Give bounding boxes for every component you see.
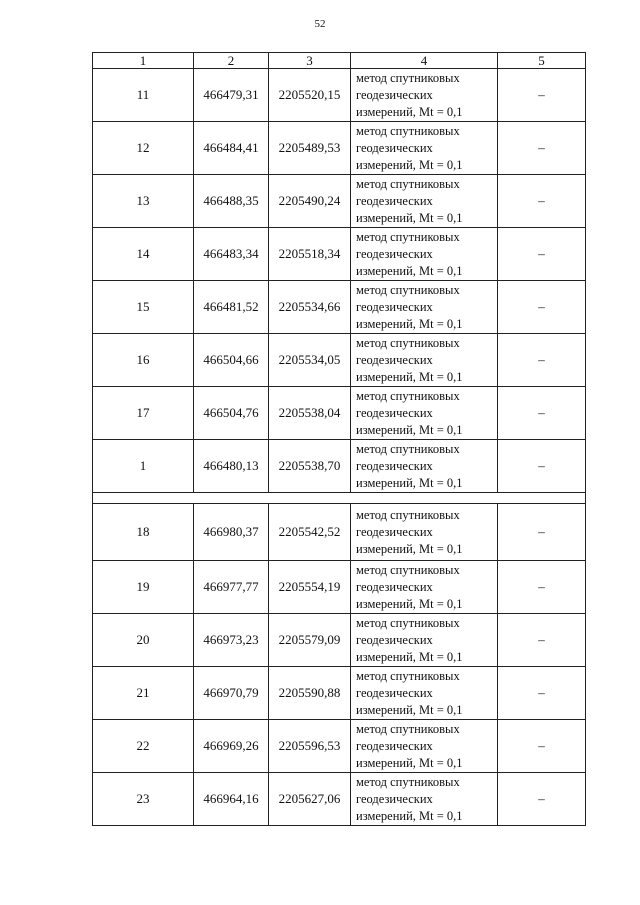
table-row bbox=[93, 614, 586, 667]
method-line: геодезических bbox=[356, 140, 433, 155]
method-line: измерений, Mt = 0,1 bbox=[356, 541, 463, 556]
note-cell: – bbox=[498, 504, 586, 561]
method-line: измерений, Mt = 0,1 bbox=[356, 475, 463, 490]
method-line: измерений, Mt = 0,1 bbox=[356, 649, 463, 664]
method-cell bbox=[351, 387, 498, 440]
x-coordinate-cell: 466969,26 bbox=[194, 720, 269, 773]
table-row bbox=[93, 175, 586, 228]
x-coordinate-cell: 466973,23 bbox=[194, 614, 269, 667]
table-row bbox=[93, 440, 586, 493]
method-line: геодезических bbox=[356, 87, 433, 102]
method-cell bbox=[351, 281, 498, 334]
method-line: метод спутниковых bbox=[356, 229, 460, 244]
method-line: измерений, Mt = 0,1 bbox=[356, 808, 463, 823]
method-line: измерений, Mt = 0,1 bbox=[356, 596, 463, 611]
point-number-cell: 21 bbox=[93, 667, 194, 720]
y-coordinate-cell: 2205489,53 bbox=[269, 122, 351, 175]
method-cell bbox=[351, 614, 498, 667]
y-coordinate-cell: 2205538,04 bbox=[269, 387, 351, 440]
method-cell bbox=[351, 504, 498, 561]
method-line: метод спутниковых bbox=[356, 562, 460, 577]
note-cell: – bbox=[498, 175, 586, 228]
method-line: геодезических bbox=[356, 791, 433, 806]
note-cell: – bbox=[498, 667, 586, 720]
method-line: геодезических bbox=[356, 632, 433, 647]
note-cell: – bbox=[498, 122, 586, 175]
note-cell: – bbox=[498, 440, 586, 493]
method-line: геодезических bbox=[356, 524, 433, 539]
table-body bbox=[93, 53, 586, 826]
note-cell: – bbox=[498, 69, 586, 122]
x-coordinate-cell: 466479,31 bbox=[194, 69, 269, 122]
note-cell: – bbox=[498, 281, 586, 334]
y-coordinate-cell: 2205538,70 bbox=[269, 440, 351, 493]
table-row bbox=[93, 334, 586, 387]
table-row bbox=[93, 228, 586, 281]
y-coordinate-cell: 2205520,15 bbox=[269, 69, 351, 122]
header-cell-2: 2 bbox=[194, 53, 269, 69]
method-line: метод спутниковых bbox=[356, 668, 460, 683]
x-coordinate-cell: 466480,13 bbox=[194, 440, 269, 493]
method-line: измерений, Mt = 0,1 bbox=[356, 702, 463, 717]
x-coordinate-cell: 466504,76 bbox=[194, 387, 269, 440]
method-cell bbox=[351, 720, 498, 773]
group-separator-row bbox=[93, 493, 586, 504]
table-row bbox=[93, 667, 586, 720]
header-cell-4: 4 bbox=[351, 53, 498, 69]
point-number-cell: 13 bbox=[93, 175, 194, 228]
method-line: измерений, Mt = 0,1 bbox=[356, 316, 463, 331]
method-cell bbox=[351, 440, 498, 493]
header-cell-3: 3 bbox=[269, 53, 351, 69]
method-line: метод спутниковых bbox=[356, 441, 460, 456]
method-line: геодезических bbox=[356, 193, 433, 208]
method-cell bbox=[351, 175, 498, 228]
table-row bbox=[93, 720, 586, 773]
method-line: измерений, Mt = 0,1 bbox=[356, 157, 463, 172]
method-line: измерений, Mt = 0,1 bbox=[356, 755, 463, 770]
y-coordinate-cell: 2205490,24 bbox=[269, 175, 351, 228]
coordinates-table bbox=[92, 52, 586, 826]
method-cell bbox=[351, 69, 498, 122]
point-number-cell: 20 bbox=[93, 614, 194, 667]
table-row bbox=[93, 561, 586, 614]
method-line: измерений, Mt = 0,1 bbox=[356, 104, 463, 119]
y-coordinate-cell: 2205518,34 bbox=[269, 228, 351, 281]
note-cell: – bbox=[498, 387, 586, 440]
method-cell bbox=[351, 773, 498, 826]
method-line: геодезических bbox=[356, 738, 433, 753]
method-line: измерений, Mt = 0,1 bbox=[356, 369, 463, 384]
x-coordinate-cell: 466970,79 bbox=[194, 667, 269, 720]
point-number-cell: 19 bbox=[93, 561, 194, 614]
method-line: метод спутниковых bbox=[356, 507, 460, 522]
x-coordinate-cell: 466977,77 bbox=[194, 561, 269, 614]
point-number-cell: 11 bbox=[93, 69, 194, 122]
y-coordinate-cell: 2205542,52 bbox=[269, 504, 351, 561]
y-coordinate-cell: 2205627,06 bbox=[269, 773, 351, 826]
method-line: метод спутниковых bbox=[356, 615, 460, 630]
table-row bbox=[93, 387, 586, 440]
method-line: геодезических bbox=[356, 352, 433, 367]
y-coordinate-cell: 2205590,88 bbox=[269, 667, 351, 720]
x-coordinate-cell: 466484,41 bbox=[194, 122, 269, 175]
method-line: геодезических bbox=[356, 246, 433, 261]
method-line: метод спутниковых bbox=[356, 282, 460, 297]
method-line: измерений, Mt = 0,1 bbox=[356, 422, 463, 437]
point-number-cell: 17 bbox=[93, 387, 194, 440]
note-cell: – bbox=[498, 334, 586, 387]
method-cell bbox=[351, 122, 498, 175]
method-cell bbox=[351, 561, 498, 614]
y-coordinate-cell: 2205579,09 bbox=[269, 614, 351, 667]
x-coordinate-cell: 466964,16 bbox=[194, 773, 269, 826]
table-row bbox=[93, 281, 586, 334]
method-cell bbox=[351, 334, 498, 387]
method-line: геодезических bbox=[356, 299, 433, 314]
header-cell-1: 1 bbox=[93, 53, 194, 69]
point-number-cell: 1 bbox=[93, 440, 194, 493]
method-line: метод спутниковых bbox=[356, 774, 460, 789]
note-cell: – bbox=[498, 561, 586, 614]
method-line: метод спутниковых bbox=[356, 70, 460, 85]
method-line: метод спутниковых bbox=[356, 721, 460, 736]
point-number-cell: 22 bbox=[93, 720, 194, 773]
y-coordinate-cell: 2205596,53 bbox=[269, 720, 351, 773]
method-line: геодезических bbox=[356, 685, 433, 700]
method-line: метод спутниковых bbox=[356, 335, 460, 350]
x-coordinate-cell: 466483,34 bbox=[194, 228, 269, 281]
x-coordinate-cell: 466488,35 bbox=[194, 175, 269, 228]
method-line: метод спутниковых bbox=[356, 176, 460, 191]
point-number-cell: 15 bbox=[93, 281, 194, 334]
table-row bbox=[93, 122, 586, 175]
method-cell bbox=[351, 228, 498, 281]
note-cell: – bbox=[498, 720, 586, 773]
method-line: измерений, Mt = 0,1 bbox=[356, 210, 463, 225]
note-cell: – bbox=[498, 228, 586, 281]
header-cell-5: 5 bbox=[498, 53, 586, 69]
method-line: метод спутниковых bbox=[356, 388, 460, 403]
x-coordinate-cell: 466504,66 bbox=[194, 334, 269, 387]
page-number: 52 bbox=[314, 18, 326, 30]
point-number-cell: 23 bbox=[93, 773, 194, 826]
x-coordinate-cell: 466481,52 bbox=[194, 281, 269, 334]
table-row bbox=[93, 773, 586, 826]
x-coordinate-cell: 466980,37 bbox=[194, 504, 269, 561]
point-number-cell: 18 bbox=[93, 504, 194, 561]
point-number-cell: 14 bbox=[93, 228, 194, 281]
y-coordinate-cell: 2205534,66 bbox=[269, 281, 351, 334]
note-cell: – bbox=[498, 773, 586, 826]
method-line: метод спутниковых bbox=[356, 123, 460, 138]
method-line: геодезических bbox=[356, 405, 433, 420]
method-line: геодезических bbox=[356, 579, 433, 594]
group-separator-cell bbox=[93, 493, 586, 504]
table-row bbox=[93, 504, 586, 561]
point-number-cell: 12 bbox=[93, 122, 194, 175]
y-coordinate-cell: 2205534,05 bbox=[269, 334, 351, 387]
method-cell bbox=[351, 667, 498, 720]
method-line: измерений, Mt = 0,1 bbox=[356, 263, 463, 278]
note-cell: – bbox=[498, 614, 586, 667]
method-line: геодезических bbox=[356, 458, 433, 473]
point-number-cell: 16 bbox=[93, 334, 194, 387]
header-row bbox=[93, 53, 586, 69]
table-row bbox=[93, 69, 586, 122]
y-coordinate-cell: 2205554,19 bbox=[269, 561, 351, 614]
